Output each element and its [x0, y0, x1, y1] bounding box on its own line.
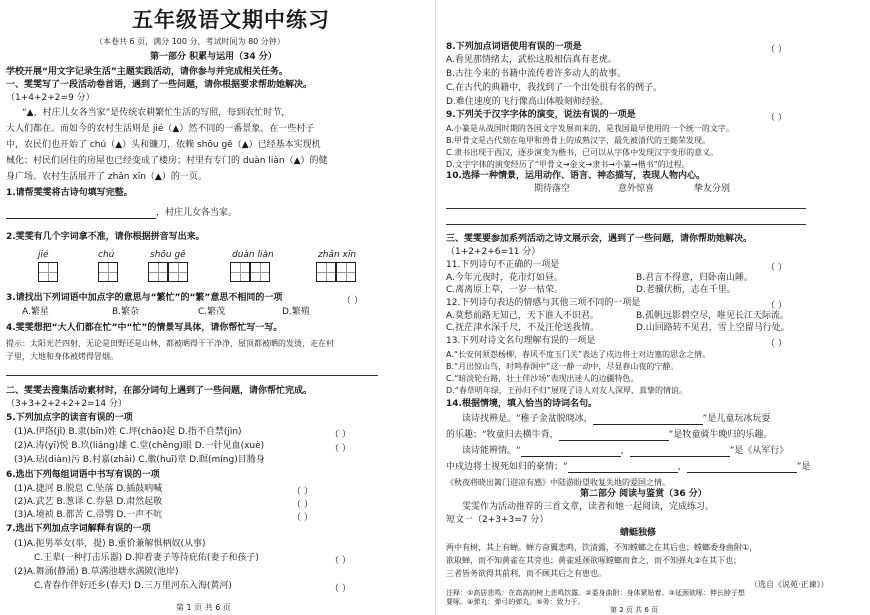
page-divider [435, 0, 436, 615]
option: (3)A.玷(diàn)污 B.村嘉(zhāi) C.徽(huī)章 D.瞑(míng)目腾身 [14, 455, 265, 465]
part2-heading: 第二部分 阅读与鉴赏（36 分） [580, 489, 707, 499]
option: D.山回路转不见君，雪上空留马行处。 [636, 323, 790, 333]
question-1: 1.请帮雯雯将古诗句填写完整。 [6, 188, 133, 198]
fill-text: 的乐趣；“牧童归去横牛背， [446, 430, 559, 440]
question-5: 5.下列加点字的读音有误的一项 [6, 413, 133, 423]
option: C.“暗淡轮台路，壮士伴沙场”表现出迷人的边疆特色。 [446, 374, 639, 383]
writing-grid[interactable] [316, 262, 336, 282]
section3-heading: 三、雯雯要参加系列活动之诗文展示会，遇到了一些问题，请你帮助她解决。 [446, 234, 753, 244]
page-title: 五年级语文期中练习 [132, 7, 330, 32]
page-footer: 第 2 页 共 6 页 [610, 606, 659, 614]
question-2: 2.雯雯有几个字词拿不准，请你根据拼音写出来。 [6, 232, 205, 242]
fill-text: 读诗能辨情。“ [462, 446, 521, 456]
writing-grid[interactable] [230, 262, 250, 282]
passage-label: 短文一（2+3+3=7 分） [446, 515, 549, 525]
answer-blank[interactable] [568, 463, 678, 473]
pinyin-label: shōu gē [150, 250, 186, 260]
passage-line: 欲取蝉，而不知黄雀在其旁也；黄雀延颈欲啄螳螂而食之，而不知弹丸②在其下也； [446, 556, 742, 565]
writing-grid[interactable] [250, 262, 270, 282]
option: (2)A.武艺 B.葱译 C.券悬 D.肃然起敬 [14, 497, 163, 507]
option: C.青春作伴好还乡(春天) D.三万里河东入海(黄河) [34, 581, 232, 591]
answer-blank[interactable] [630, 447, 730, 457]
pinyin-label: jié [38, 250, 49, 260]
question-6: 6.选出下列每组词语中书写有误的一项 [6, 470, 160, 480]
option: B.甲骨文是古代刻在龟甲和兽骨上的成熟汉字，最先被清代的王懿荣发现。 [446, 136, 711, 145]
fill-text: ”是 [796, 462, 811, 472]
question-13: 13.下列对诗文名句理解有误的一项是 [446, 336, 596, 346]
answer-line[interactable] [6, 375, 378, 376]
answer-paren[interactable]: （ ） [342, 296, 363, 306]
passage-line: 械化；村民们居住的房屋也已经变成了楼房；村里有专门的 duàn liàn（▲）的健 [6, 156, 328, 166]
question-11: 11.下列诗句不正确的一项是 [446, 260, 560, 270]
option: (1)A.捷河 B.脱息 C.坠落 D.插鼓吶喊 [14, 484, 163, 494]
answer-paren[interactable]: （ ） [766, 263, 787, 273]
question-9: 9.下列关于汉字字体的演变，说法有误的一项是 [446, 110, 636, 120]
option: (2)A.舞涌(静涌) B.草满池塘水满陂(池岸) [14, 567, 179, 577]
question-10: 10.选择一种情景，运用动作、语言、神态描写，表现人物内心。 [446, 171, 705, 181]
option: D.繁殖 [282, 307, 310, 317]
passage-line: 身广场。农村生活展开了 zhǎn xīn（▲）的一页。 [6, 172, 207, 182]
fill-text: ”是《从军行》 [729, 446, 789, 456]
question-12: 12.下列诗句表达的情感与其他三项不同的一项是 [446, 298, 641, 308]
answer-line[interactable] [446, 208, 806, 209]
question-4: 4.雯雯想把“大人们都在忙”中“忙”的情景写具体，请你帮忙写一写。 [6, 323, 283, 333]
part2-intro: 雯雯作为活动推荐的三首文章，读者和她一起阅读，完成练习。 [462, 502, 715, 512]
answer-paren[interactable]: （ ） [330, 556, 351, 566]
answer-paren[interactable]: （ ） [292, 513, 313, 523]
option: A.今年元夜时，花市灯如昼。 [446, 273, 563, 283]
option: (2)A.涛(yī)悦 B.玖(liǎng)雄 C.堂(chěng)眼 D.一针见血(xuè) [14, 441, 265, 451]
option: C.抚茫津水深千尺，不及汪伦送我情。 [446, 323, 600, 333]
fill-line: 读诗能辨情。“ ， ”是《从军行》 [462, 446, 789, 456]
option: D.“春草明年绿，王孙归不归”展现了诗人对友人深厚、真挚的情谊。 [446, 386, 687, 395]
fill-text: ”是儿童玩冰玩耍 [702, 414, 771, 424]
option: C.王辈(一种打击乐器) D.抑着妻子等待庇佑(妻子和孩子) [34, 553, 259, 563]
passage-title: 蜻蜓独修 [620, 528, 657, 538]
option: (3)A.境祯 B.都苦 C.帚鹗 D.一声不吭 [14, 510, 163, 520]
scenario-option[interactable]: 期待落空 [534, 184, 571, 194]
question-1-answer [6, 208, 237, 219]
passage-line: “▲，村庄儿女各当家”是传统农耕繁忙生活的写照，每到农忙时节， [22, 108, 291, 118]
option: D.文字字体的演变经历了“甲骨文→金文→隶书→小篆→楷书”的过程。 [446, 160, 690, 169]
answer-paren[interactable]: （ ） [330, 430, 351, 440]
option: B.君言不得意，归卧南山陲。 [636, 273, 754, 283]
answer-paren[interactable]: （ ） [292, 500, 313, 510]
page-1 [0, 0, 430, 615]
option: B.孤帆远影碧空尽，唯见长江天际流。 [636, 311, 790, 321]
answer-paren[interactable]: （ ） [330, 444, 351, 454]
answer-blank[interactable] [593, 415, 703, 425]
fill-line [462, 414, 770, 425]
passage-notes: 要啄。④弹丸：弹弓的弹丸。⑤务：致力于。 [446, 598, 585, 606]
option: (1)A.伊珞(jǐ) B.隶(bīn)姓 C.坪(chāo)起 D.指不自禁(jìn) [14, 427, 242, 437]
section2-heading: 二、雯雯去搜集活动素材时，在部分词句上遇到了一些问题，请你帮忙完成。 [6, 386, 313, 396]
answer-paren[interactable]: （ ） [766, 301, 787, 311]
page-2 [440, 0, 868, 615]
fill-line [446, 430, 772, 441]
section1-heading: 一、雯雯写了一段活动卷首语，遇到了一些问题，请你根据要求帮助她解决。 [6, 80, 313, 90]
option: A.莫愁前路无知己，天下谁人不识君。 [446, 311, 599, 321]
question-4-hint: 子里，大地和身体被烤得冒烟。 [6, 352, 118, 361]
option: D.老骥伏枥，志在千里。 [636, 285, 736, 295]
scenario-option[interactable]: 意外惊喜 [618, 184, 655, 194]
answer-paren[interactable]: （ ） [766, 45, 787, 55]
question-8: 8.下列加点词语使用有误的一项是 [446, 42, 582, 52]
question-3: 3.请找出下列词语中加点字的意思与“繁忙”的“繁”意思不相同的一项 [6, 293, 283, 303]
answer-paren[interactable]: （ ） [292, 487, 313, 497]
question-4-hint: 提示：太阳光芒四射，无论是田野还是山林，都被晒得干干净净，屋顶都被晒的发烫，走在村 [6, 339, 334, 348]
answer-blank[interactable] [521, 447, 621, 457]
fill-text: 中戍边将士视死如归的豪情；“ [446, 462, 568, 472]
answer-blank[interactable] [6, 209, 156, 219]
passage-notes: 注释：①高居悲鸣：在高高的树上悲鸣饮露。②委身曲附：身体紧贴着。③延颈欲啄：伸长脖子想 [446, 589, 745, 597]
option: A.繁星 [22, 307, 49, 317]
option: A.“长安何须怨杨柳，春风不度玉门关”表达了戍边将士对边塞的思念之情。 [446, 350, 711, 359]
option: B.古往今来的书籍中流传着许多动人的故事。 [446, 69, 627, 79]
option: D.难住速度的飞行像高山体般刻师经验。 [446, 97, 609, 107]
intro-activity: 学校开展“用文字记录生活”主题实践活动，请你参与并完成相关任务。 [6, 67, 288, 77]
scenario-option[interactable]: 挚友分别 [694, 184, 731, 194]
pinyin-label: zhǎn xīn [318, 250, 357, 260]
writing-grid[interactable] [148, 262, 168, 282]
part1-heading: 第一部分 积累与运用（34 分） [150, 52, 277, 62]
answer-blank[interactable] [687, 463, 797, 473]
passage-line: 大人们都在。而如今的农村生活则是 jié（▲）然不同的一番景象。在一些村子 [6, 124, 315, 134]
pinyin-label: duàn liàn [232, 250, 274, 260]
page-footer: 第 1 页 共 6 页 [176, 603, 231, 612]
writing-grid[interactable] [38, 262, 58, 282]
option: C.在古代的典籍中，我找到了一个出处很有名的例子。 [446, 83, 663, 93]
question-14: 14.根据情境，填入恰当的诗词名句。 [446, 399, 597, 409]
writing-grid[interactable] [336, 262, 356, 282]
option: C.隶书出现于西汉，逐步演变为楷书，已可以从字体中发现汉字变形的意义。 [446, 148, 719, 157]
passage-line: 三者皆务欲得其前利，而不顾其后之有患也。 [446, 569, 606, 578]
writing-grid[interactable] [98, 262, 118, 282]
passage-line: 两中有树，其上有蝉。蝉方奋翼悲鸣，饮清露，不知螳螂之在其后也；螳螂委身曲附①， [446, 543, 758, 552]
answer-line[interactable] [446, 224, 806, 225]
passage-line: 中，农民们也开始了 chú（▲）头和镰刀，依赖 shōu gē（▲）已经基本实现机 [6, 140, 321, 150]
poem-tail: ，村庄儿女各当家。 [156, 208, 238, 218]
page-subtitle: （本卷共 6 页，满分 100 分，考试时间为 80 分钟） [95, 37, 285, 46]
option: C.离离原上草，一岁一枯荣。 [446, 285, 564, 295]
passage-source: （选自《说苑·正谏》） [750, 580, 829, 589]
answer-paren[interactable]: （ ） [766, 339, 787, 349]
answer-paren[interactable]: （ ） [330, 584, 351, 594]
section2-score: （3+3+2+2+2+2=14 分） [6, 399, 127, 409]
option: A.看见那情绪太，武松这般相信真有老虎。 [446, 55, 617, 65]
fill-text: ”是牧童骑牛晚归的乐趣。 [668, 430, 773, 440]
pinyin-label: chú [98, 250, 115, 260]
fill-line: 中戍边将士视死如归的豪情；“ ， ”是 [446, 462, 811, 472]
answer-blank[interactable] [559, 431, 669, 441]
section1-score: （1+4+2+2=9 分） [6, 93, 95, 103]
question-7: 7.选出下列加点字词解释有误的一项 [6, 524, 151, 534]
option: C.繁茂 [198, 307, 226, 317]
option: B.繁杂 [112, 307, 140, 317]
fill-text: 读诗找辨是。“稚子金盆脱晓冰， [462, 414, 593, 424]
fill-line: 《秋夜将晓出篱门迎凉有感》中陆游盼望收复失地的爱国之情。 [446, 478, 670, 487]
writing-grid[interactable] [168, 262, 188, 282]
section3-score: （1+2+2+6=11 分） [446, 247, 541, 257]
option: A.小篆是从战国时期的各国文字发展而来的，是我国最早使用的一个统一的文字。 [446, 124, 734, 133]
option: (1)A.扼男举女(举，提) B.重价兼解惧柄奴(从事) [14, 539, 206, 549]
answer-paren[interactable]: （ ） [766, 113, 787, 123]
option: B.“月出惊山鸟，时鸣春涧中”这一静一动中，尽显春山夜的宁静。 [446, 362, 679, 371]
